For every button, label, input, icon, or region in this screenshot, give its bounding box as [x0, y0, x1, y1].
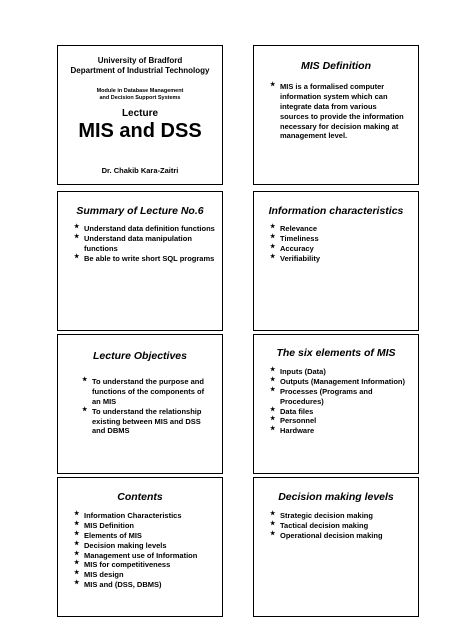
list-item: ★ Understand data manipulation functions: [74, 234, 216, 254]
list-item: ★ Operational decision making: [270, 531, 408, 541]
bullet-list: [270, 367, 406, 436]
bullet-list: [74, 224, 216, 264]
list-item: ★ Management use of Information: [74, 551, 216, 561]
list-item: ★ MIS design: [74, 570, 216, 580]
list-item: ★ To understand the relationship existing between MIS and DSS and DBMS: [82, 407, 210, 437]
bullet-list: [74, 511, 216, 590]
module-line-1: Module in Database Management: [96, 88, 184, 94]
module-line-2: and Decision Support Systems: [99, 95, 181, 102]
list-item: ★ Accuracy: [270, 244, 408, 254]
list-item: ★ Strategic decision making: [270, 511, 408, 521]
list-item: ★ Data files: [270, 407, 406, 417]
list-item: ★ Decision making levels: [74, 541, 216, 551]
list-item: ★ To understand the purpose and functions of the components of an MIS: [82, 377, 210, 407]
list-item: ★ Hardware: [270, 426, 406, 436]
list-item: ★ Verifiability: [270, 254, 408, 264]
slide-title: Decision making levels: [278, 491, 394, 503]
slide-lecture-objectives: [57, 334, 223, 474]
list-item: ★ MIS Definition: [74, 521, 216, 531]
list-item: ★ Relevance: [270, 224, 408, 234]
slide-contents: [57, 477, 223, 617]
list-item: ★ Processes (Programs and Procedures): [270, 387, 406, 407]
bullet-list: [270, 82, 406, 141]
slide-title: Summary of Lecture No.6: [76, 205, 204, 217]
slide-decision-levels: [253, 477, 419, 617]
list-item: ★ Inputs (Data): [270, 367, 406, 377]
list-item: ★ Understand data definition functions: [74, 224, 216, 234]
list-item: ★ Information Characteristics: [74, 511, 216, 521]
list-item: ★ Be able to write short SQL programs: [74, 254, 216, 264]
list-item: ★ MIS for competitiveness: [74, 560, 216, 570]
slide-title: Contents: [117, 491, 163, 503]
lecture-title: MIS and DSS: [78, 120, 202, 142]
list-item: ★ Tactical decision making: [270, 521, 408, 531]
list-item: ★ Outputs (Management Information): [270, 377, 406, 387]
university-heading: [58, 56, 222, 76]
list-item: ★ Elements of MIS: [74, 531, 216, 541]
slide-title: MIS Definition: [301, 60, 371, 72]
slide-title: The six elements of MIS: [276, 347, 396, 359]
bullet-list: [82, 377, 210, 436]
lecture-label: Lecture: [121, 108, 159, 119]
department-name: Department of Industrial Technology: [70, 66, 210, 75]
module-name: [58, 88, 222, 102]
slide-information-characteristics: [253, 191, 419, 331]
slide-mis-definition: [253, 45, 419, 185]
list-item: ★ Personnel: [270, 416, 406, 426]
bullet-list: [270, 511, 408, 541]
slide-title: Lecture Objectives: [93, 350, 187, 362]
slide-summary: [57, 191, 223, 331]
slide-title: Information characteristics: [268, 205, 404, 217]
list-item: ★ MIS and (DSS, DBMS): [74, 580, 216, 590]
list-item: ★ Timeliness: [270, 234, 408, 244]
author-name: Dr. Chakib Kara-Zaitri: [101, 166, 179, 175]
university-name: University of Bradford: [97, 56, 183, 65]
list-item: ★ MIS is a formalised computer information system which can integrate data from various sources to provide the information necessary for decision making at management level.: [270, 82, 406, 141]
slide-six-elements: [253, 334, 419, 474]
bullet-list: [270, 224, 408, 264]
title-slide: [57, 45, 223, 185]
